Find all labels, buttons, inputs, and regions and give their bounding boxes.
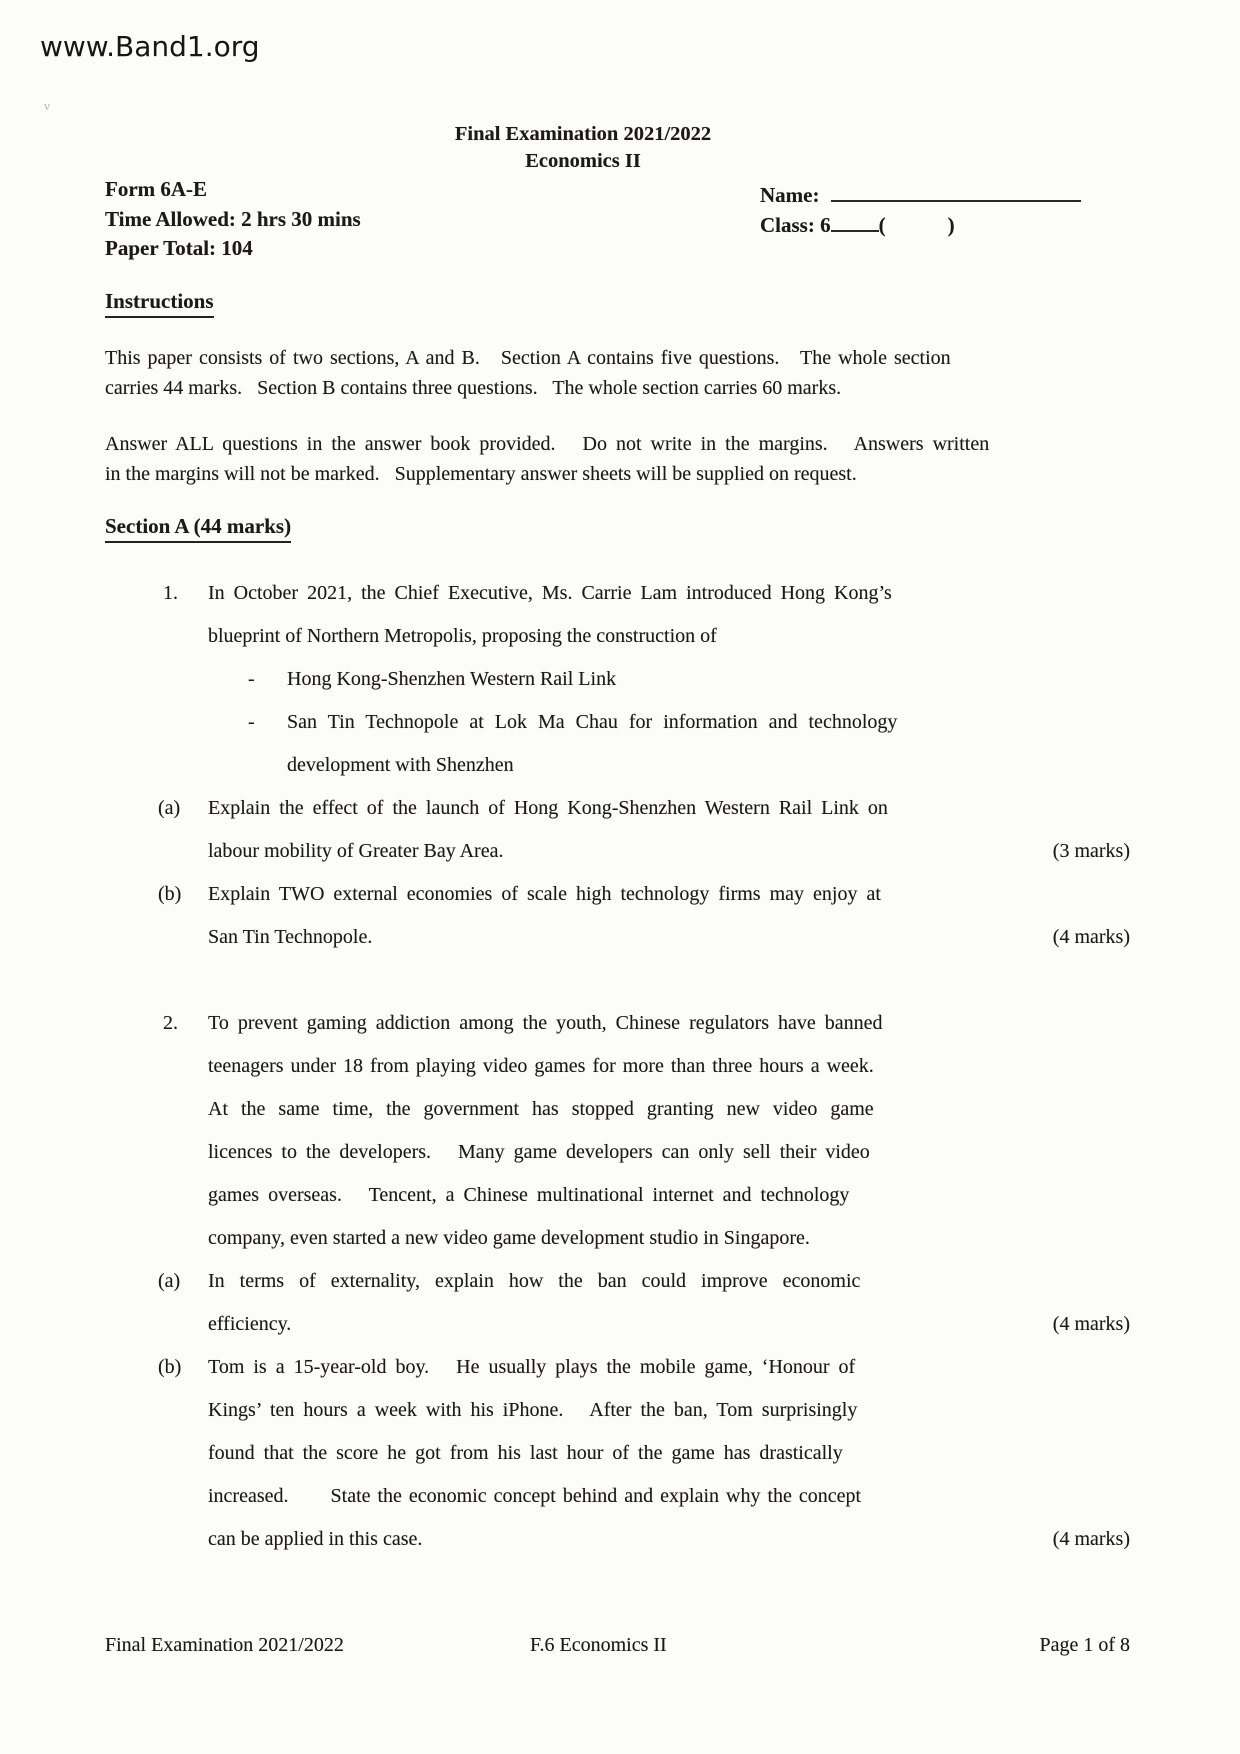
exam-meta-block: [105, 175, 361, 264]
q1-part-a-marks: (3 marks): [1052, 840, 1130, 862]
class-paren-close: ): [947, 213, 955, 237]
instructions-heading: Instructions: [105, 289, 214, 318]
name-row: [760, 178, 1081, 208]
q2-intro-line5: games overseas. Tencent, a Chinese multinational internet and technology: [208, 1184, 850, 1206]
time-allowed-label: Time Allowed: 2 hrs 30 mins: [105, 206, 361, 231]
q2-intro-line4: licences to the developers. Many game developers can only sell their video: [208, 1141, 870, 1163]
q2-intro-line2: teenagers under 18 from playing video games for more than three hours a week.: [208, 1055, 874, 1077]
instructions-p1-line1: This paper consists of two sections, A and B. Section A contains five questions. The whole section: [105, 347, 951, 369]
name-class-block: [760, 178, 1081, 238]
section-a-heading: Section A (44 marks): [105, 514, 291, 543]
q2-part-b-line4: increased. State the economic concept behind and explain why the concept: [208, 1485, 862, 1507]
exam-title-line1: Final Examination 2021/2022: [454, 123, 712, 145]
q2-part-a-label: (a): [158, 1270, 181, 1292]
q2-part-a-line2: efficiency. (4 marks): [208, 1303, 1130, 1346]
instructions-paragraph-2: [105, 430, 1135, 489]
footer-exam-title: Final Examination 2021/2022: [105, 1634, 344, 1656]
exam-title-block: [0, 121, 1166, 175]
q2-intro-line3: At the same time, the government has stopped granting new video game: [208, 1098, 874, 1120]
question-1: [158, 572, 1130, 959]
q2-part-b-label: (b): [158, 1356, 182, 1378]
paper-total-label: Paper Total: 104: [105, 236, 253, 260]
class-paren-open: (: [878, 213, 886, 237]
scan-artifact-mark: ν: [44, 98, 50, 113]
footer-subject: F.6 Economics II: [530, 1634, 667, 1656]
q1-bullet-2-line2: development with Shenzhen: [287, 754, 514, 776]
q2-part-b-line2: Kings’ ten hours a week with his iPhone. After the ban, Tom surprisingly: [208, 1399, 858, 1421]
q1-bullet2-dash: -: [248, 711, 255, 733]
instructions-p1-line2: carries 44 marks. Section B contains three questions. The whole section carries 60 marks.: [105, 376, 842, 399]
q1-intro-line2: blueprint of Northern Metropolis, proposing the construction of: [208, 625, 717, 647]
exam-title-line2: Economics II: [525, 150, 641, 172]
q2-part-a-marks: (4 marks): [1052, 1313, 1130, 1335]
instructions-p2-line1: Answer ALL questions in the answer book provided. Do not write in the margins. Answers written: [105, 433, 990, 455]
q2-part-a-line1: (a) In terms of externality, explain how the ban could improve economic: [208, 1260, 1130, 1303]
q1-part-b-marks: (4 marks): [1052, 926, 1130, 948]
q1-part-a-label: (a): [158, 797, 181, 819]
q2-part-b-line5: can be applied in this case. (4 marks): [208, 1518, 1130, 1561]
name-fill-line: [831, 178, 1081, 202]
q1-part-b-line1: (b) Explain TWO external economies of scale high technology firms may enjoy at: [208, 873, 1130, 916]
instructions-p2-line2: in the margins will not be marked. Supplementary answer sheets will be supplied on request.: [105, 462, 857, 485]
q1-part-b-line2: San Tin Technopole. (4 marks): [208, 916, 1130, 959]
q1-number: 1.: [163, 582, 178, 604]
q1-part-a-line2: labour mobility of Greater Bay Area. (3 marks): [208, 830, 1130, 873]
question-2: [158, 1002, 1130, 1561]
q1-intro-line1: 1. In October 2021, the Chief Executive, Ms. Carrie Lam introduced Hong Kong’s: [208, 572, 1130, 615]
q2-part-b-line3: found that the score he got from his last hour of the game has drastically: [208, 1442, 843, 1464]
q2-intro-line1: 2. To prevent gaming addiction among the youth, Chinese regulators have banned: [208, 1002, 1130, 1045]
q2-intro-line6: company, even started a new video game development studio in Singapore.: [208, 1227, 810, 1249]
name-label: Name:: [760, 183, 820, 207]
q2-part-b-marks: (4 marks): [1052, 1528, 1130, 1550]
q2-number: 2.: [163, 1012, 178, 1034]
q1-bullet-2-line1: - San Tin Technopole at Lok Ma Chau for information and technology: [208, 701, 1130, 744]
q1-bullet1-dash: -: [248, 668, 255, 690]
class-row: [760, 208, 1081, 238]
class-fill-line: [831, 208, 879, 232]
class-label: Class: 6: [760, 213, 831, 237]
q1-part-b-label: (b): [158, 883, 182, 905]
q1-bullet-1: - Hong Kong-Shenzhen Western Rail Link: [208, 658, 1130, 701]
q2-part-b-line1: (b) Tom is a 15-year-old boy. He usually plays the mobile game, ‘Honour of: [208, 1346, 1130, 1389]
form-label: Form 6A-E: [105, 177, 208, 201]
instructions-paragraph-1: [105, 344, 1135, 403]
watermark-url: www.Band1.org: [40, 30, 260, 63]
footer-page-number: Page 1 of 8: [1039, 1634, 1130, 1656]
page-footer: [0, 1631, 1240, 1659]
q1-part-a-line1: (a) Explain the effect of the launch of Hong Kong-Shenzhen Western Rail Link on: [208, 787, 1130, 830]
